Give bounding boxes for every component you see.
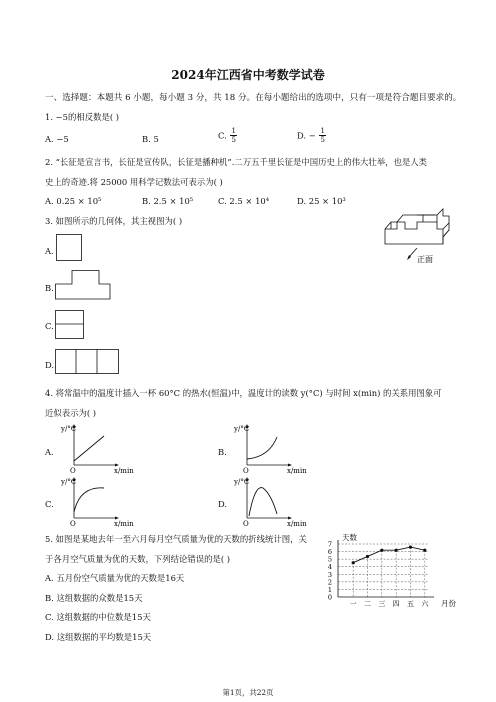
q3-option-b-figure bbox=[55, 270, 115, 300]
y-tick-label: 3 bbox=[327, 570, 332, 579]
question-1-stem: 1. −5的相反数是( ) bbox=[45, 112, 120, 122]
q1-c-denominator: 5 bbox=[231, 136, 236, 144]
q4-c-xlabel: x/min bbox=[114, 520, 134, 528]
q4-graph-c bbox=[60, 476, 140, 528]
question-4-stem-line1: 4. 将常温中的温度计插入一杯 60°C 的热水(恒温)中，温度计的读数 y(°C) 与时间 x(min) 的关系用图象可 bbox=[45, 388, 442, 398]
q4-d-xlabel: x/min bbox=[287, 520, 307, 528]
q4-a-curve bbox=[74, 436, 104, 461]
section-heading: 一、选择题：本题共 6 小题，每小题 3 分，共 18 分。在每小题给出的选项中，只有一项是符合题目要求的。 bbox=[45, 93, 462, 103]
x-tick-label: 二 bbox=[364, 600, 371, 608]
q2-option-d: D. 25 × 10³ bbox=[297, 196, 346, 206]
q4-graph-a bbox=[60, 423, 140, 475]
q4-c-curve bbox=[74, 488, 104, 512]
q1-d-denominator: 5 bbox=[320, 136, 325, 144]
data-point bbox=[352, 561, 355, 564]
data-point bbox=[366, 555, 369, 558]
q5-option-c: C. 这组数据的中位数是15天 bbox=[45, 612, 151, 622]
page-title: 2024年江西省中考数学试卷 bbox=[171, 68, 325, 82]
q3-option-d-figure bbox=[55, 349, 121, 377]
q3-option-a-label: A. bbox=[45, 246, 54, 256]
q1-d-numerator: 1 bbox=[320, 127, 325, 135]
chart-grid bbox=[338, 544, 428, 597]
question-4-stem-line2: 近似表示为( ) bbox=[45, 408, 97, 418]
y-tick-label: 2 bbox=[327, 578, 332, 587]
q3-option-a-figure bbox=[56, 234, 86, 262]
q4-option-c-label: C. bbox=[45, 499, 54, 509]
q1-option-d-label: D. − bbox=[297, 130, 316, 141]
q2-option-a: A. 0.25 × 10⁵ bbox=[45, 196, 102, 206]
q4-b-origin: O bbox=[243, 467, 249, 475]
q4-c-ylabel: y/°C bbox=[61, 478, 77, 486]
q4-option-b-label: B. bbox=[218, 447, 227, 457]
q4-b-ylabel: y/°C bbox=[234, 425, 250, 433]
page-footer: 第1页，共22页 bbox=[222, 688, 274, 697]
y-tick-label: 5 bbox=[327, 555, 332, 564]
q3-option-b-label: B. bbox=[45, 283, 54, 293]
series-line bbox=[353, 547, 425, 563]
x-tick-label: 五 bbox=[407, 600, 414, 608]
q1-option-d-fraction bbox=[319, 127, 325, 144]
q1-option-c bbox=[218, 127, 237, 144]
y-tick-label: 1 bbox=[327, 585, 332, 594]
q3-solid-figure bbox=[385, 212, 455, 267]
q2-option-c: C. 2.5 × 10⁴ bbox=[218, 196, 270, 206]
q4-d-ylabel: y/°C bbox=[234, 478, 250, 486]
q5-option-b: B. 这组数据的众数是15天 bbox=[45, 593, 143, 603]
q5-line-chart bbox=[322, 530, 462, 612]
data-point bbox=[380, 549, 383, 552]
q4-option-a-label: A. bbox=[45, 447, 54, 457]
q4-d-curve bbox=[249, 488, 277, 516]
q1-option-d bbox=[297, 127, 326, 144]
x-tick-label: 六 bbox=[421, 600, 429, 608]
y-tick-label: 4 bbox=[327, 563, 332, 572]
q4-b-curve bbox=[247, 437, 277, 459]
y-tick-label: 7 bbox=[327, 540, 332, 549]
chart-marks bbox=[352, 546, 427, 565]
front-label: 正面 bbox=[417, 255, 433, 264]
q4-a-xlabel: x/min bbox=[114, 467, 134, 475]
question-5-stem-line2: 于各月空气质量为优的天数，下列结论错误的是( ) bbox=[45, 554, 231, 564]
q3-option-d-label: D. bbox=[45, 360, 55, 370]
q4-a-origin: O bbox=[70, 467, 76, 475]
q4-graph-d bbox=[233, 476, 313, 528]
q4-b-xlabel: x/min bbox=[287, 467, 307, 475]
q2-option-b: B. 2.5 × 10⁵ bbox=[142, 196, 194, 206]
q3-option-c-label: C. bbox=[45, 321, 54, 331]
y-tick-label: 0 bbox=[327, 593, 332, 602]
question-3-stem: 3. 如图所示的几何体，其主视图为( ) bbox=[45, 216, 183, 226]
question-2-stem-line2: 史上的奇迹.将 25000 用科学记数法可表示为( ) bbox=[45, 177, 223, 187]
front-arrow bbox=[409, 248, 417, 257]
q4-option-d-label: D. bbox=[218, 499, 228, 509]
data-point bbox=[423, 549, 426, 552]
q3-option-c-figure bbox=[55, 310, 87, 342]
question-5-stem-line1: 5. 如图是某地去年一至六月每月空气质量为优的天数的折线统计图，关 bbox=[45, 534, 307, 544]
q4-c-origin: O bbox=[70, 520, 76, 528]
x-tick-label: 四 bbox=[392, 600, 400, 608]
x-tick-label: 一 bbox=[349, 600, 357, 608]
q1-option-c-label: C. bbox=[218, 130, 227, 141]
q1-option-b: B. 5 bbox=[142, 134, 159, 144]
x-tick-label: 三 bbox=[378, 600, 386, 608]
q4-graph-b bbox=[233, 423, 313, 475]
q5-option-d: D. 这组数据的平均数是15天 bbox=[45, 632, 152, 642]
q4-d-origin: O bbox=[243, 520, 249, 528]
q1-option-c-fraction bbox=[230, 127, 236, 144]
chart-y-axis-label: 天数 bbox=[342, 533, 357, 542]
chart-x-axis-label: 月份 bbox=[441, 599, 456, 608]
data-point bbox=[395, 549, 398, 552]
question-2-stem-line1: 2. “长征是宣言书，长征是宣传队，长征是播种机”.二万五千里长征是中国历史上的伟大壮举，也是人类 bbox=[45, 157, 427, 167]
q1-c-numerator: 1 bbox=[231, 127, 236, 135]
y-tick-label: 6 bbox=[327, 548, 332, 557]
q4-a-ylabel: y/°C bbox=[61, 425, 77, 433]
q5-option-a: A. 五月份空气质量为优的天数是16天 bbox=[45, 573, 185, 583]
data-point bbox=[409, 546, 412, 549]
q1-option-a: A. −5 bbox=[45, 134, 69, 144]
